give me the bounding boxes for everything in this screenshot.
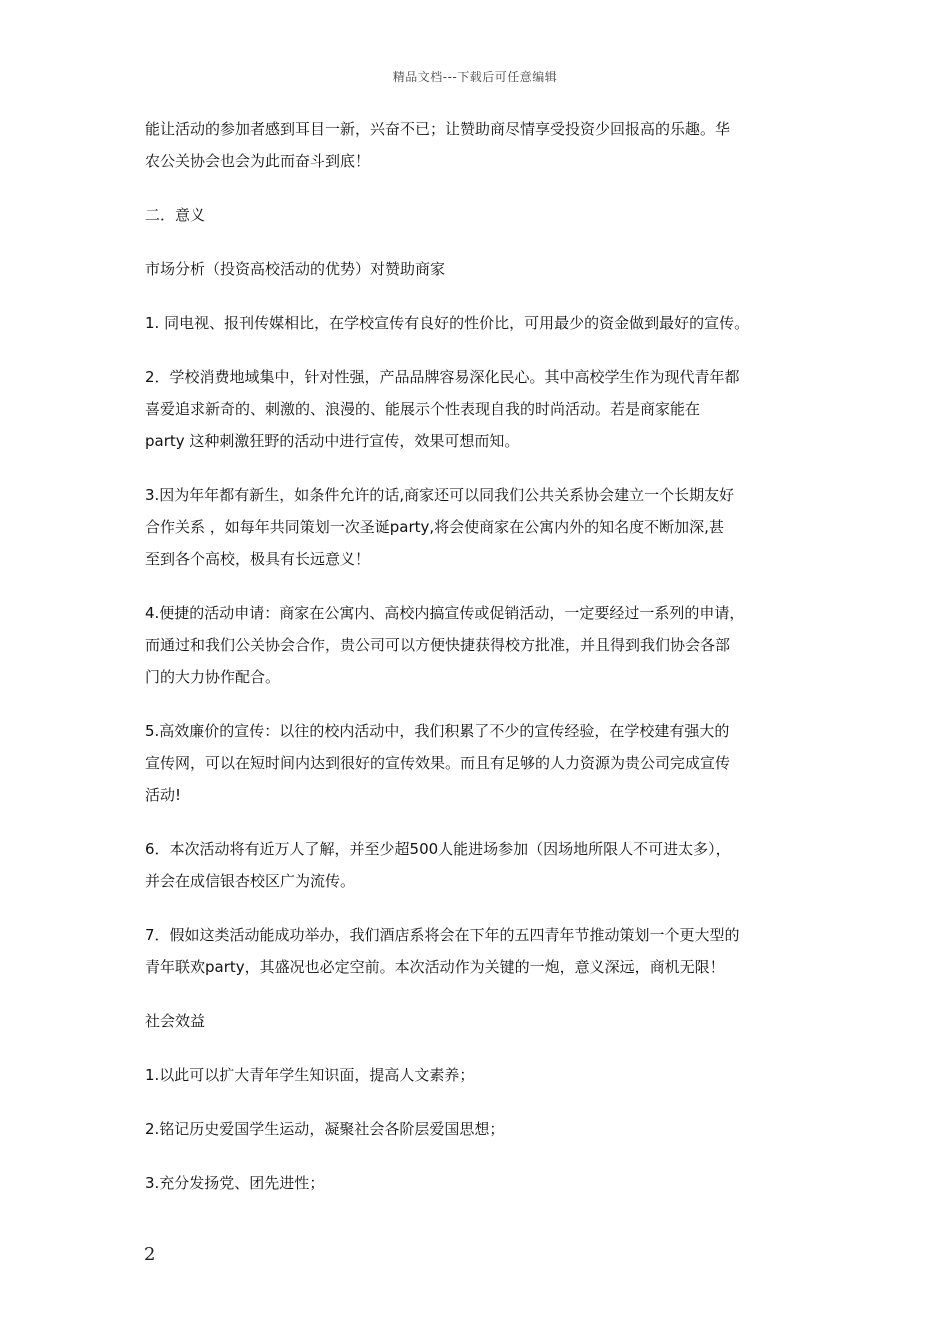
text-line: 宣传网，可以在短时间内达到很好的宣传效果。而且有足够的人力资源为贵公司完成宣传 [145,754,731,772]
text-line: 至到各个高校，极具有长远意义！ [145,550,371,568]
text-line: 1. 同电视、报刊传媒相比，在学校宣传有良好的性价比，可用最少的资金做到最好的宣传。 [145,314,750,332]
text-line: 5.高效廉价的宣传：以往的校内活动中，我们积累了不少的宣传经验，在学校建有强大的 [145,722,730,740]
text-line: 合作关系 ，如每年共同策划一次圣诞party,将会使商家在公寓内外的知名度不断加深,甚 [145,518,724,536]
text-line: 3.因为年年都有新生，如条件允许的话,商家还可以同我们公共关系协会建立一个长期友好 [145,486,735,504]
text-line: 能让活动的参加者感到耳目一新，兴奋不已；让赞助商尽情享受投资少回报高的乐趣。华 [145,120,731,138]
text-line: 农公关协会也会为此而奋斗到底！ [145,152,371,170]
list-item-7 [145,919,825,983]
text-line: 2．学校消费地域集中，针对性强，产品品牌容易深化民心。其中高校学生作为现代青年都 [145,368,740,386]
text-line: 门的大力协作配合。 [145,668,281,686]
text-line: 7．假如这类活动能成功举办，我们酒店系将会在下年的五四青年节推动策划一个更大型的 [145,926,740,944]
benefit-item-2 [145,1113,825,1145]
list-item-6 [145,833,825,897]
benefit-item-1 [145,1059,825,1091]
text-line: 喜爱追求新奇的、刺激的、浪漫的、能展示个性表现自我的时尚活动。若是商家能在 [145,400,701,418]
subheading-social-benefits [145,1005,825,1037]
text-line: 4.便捷的活动申请：商家在公寓内、高校内搞宣传或促销活动，一定要经过一系列的申请， [145,604,745,622]
paragraph-intro-continuation [145,113,825,177]
text-line: 2.铭记历史爱国学生运动，凝聚社会各阶层爱国思想； [145,1120,505,1138]
text-line: 3.充分发扬党、团先进性； [145,1174,325,1192]
text-line: 青年联欢party，其盛况也必定空前。本次活动作为关键的一炮，意义深远，商机无限！ [145,958,725,976]
text-line: party 这种刺激狂野的活动中进行宣传，效果可想而知。 [145,432,520,450]
page-header: 精品文档---下载后可任意编辑 [392,70,558,84]
subheading-market-analysis [145,253,825,285]
text-line: 活动! [145,786,182,804]
section-heading-significance [145,199,825,231]
list-item-4 [145,597,825,693]
text-line: 社会效益 [145,1012,206,1030]
page-number: 2 [144,1244,156,1265]
text-line: 并会在成信银杏校区广为流传。 [145,872,356,890]
list-item-3 [145,479,825,575]
text-line: 二．意义 [145,206,206,224]
benefit-item-3 [145,1167,825,1199]
text-line: 市场分析（投资高校活动的优势）对赞助商家 [145,260,446,278]
text-line: 1.以此可以扩大青年学生知识面，提高人文素养； [145,1066,475,1084]
document-body [145,113,825,1221]
list-item-5 [145,715,825,811]
list-item-2 [145,361,825,457]
list-item-1 [145,307,825,339]
text-line: 而通过和我们公关协会合作，贵公司可以方便快捷获得校方批准，并且得到我们协会各部 [145,636,731,654]
text-line: 6．本次活动将有近万人了解，并至少超500人能进场参加（因场地所限人不可进太多）， [145,840,731,858]
